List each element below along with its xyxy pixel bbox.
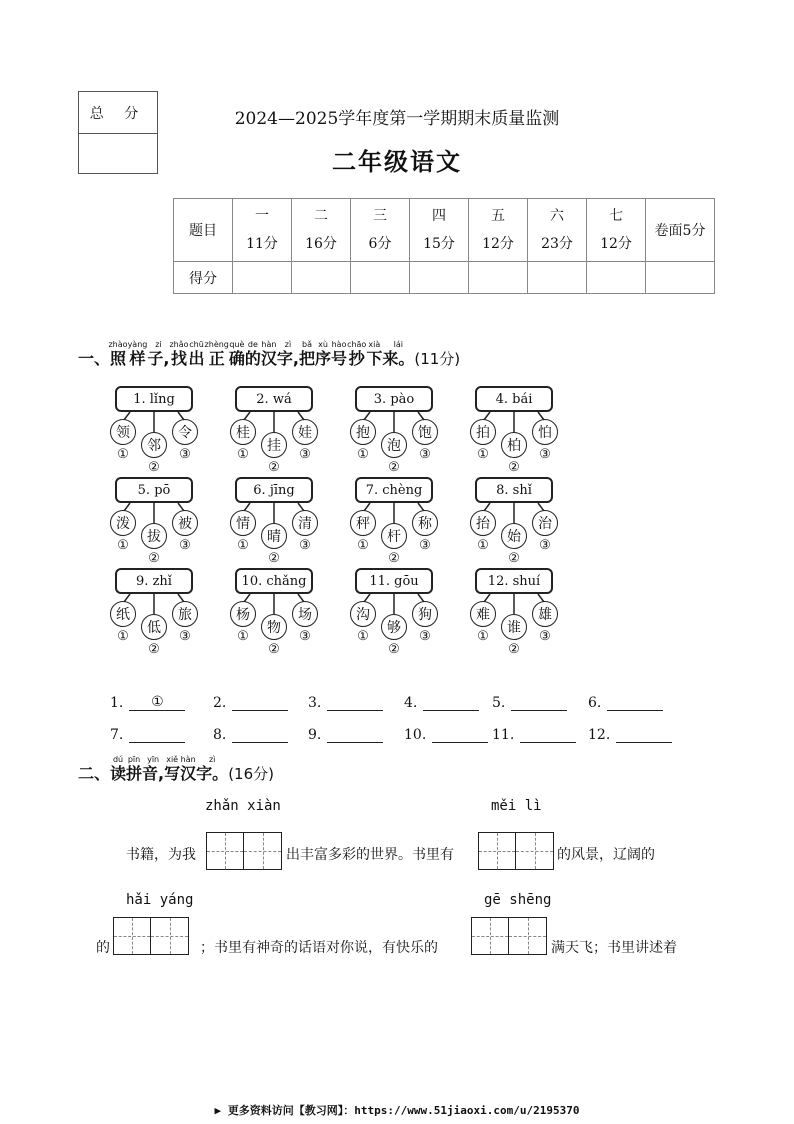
character-option: 杨 [230,601,256,627]
answer-blank[interactable] [232,726,288,743]
ruby-char: 样yàng [127,340,148,368]
answer-number: 4. [404,695,418,711]
option-marker: ② [268,460,280,475]
answer-blank[interactable]: ① [129,694,185,711]
pinyin-label-box: 7. chèng [355,477,433,503]
question-cell: 三 6分 [351,199,410,262]
character-tree [110,477,206,567]
section-1-heading: 一、照zhào样yàng子,zi找zhǎo出chū正zhèng确què的de汉hàn字,zì把bǎ序xù号hào抄chāo下xià来。lái(11分) [78,340,461,368]
ruby-char: 出chū [188,340,205,368]
score-table-header-row [174,199,715,262]
answer-blank[interactable] [327,694,383,711]
answer-number: 5. [492,695,506,711]
sentence-text: 书籍，为我 [126,847,196,863]
total-score-box [78,91,158,174]
score-table-score-row [174,262,715,294]
option-marker: ① [357,629,369,644]
ruby-char: 确què [228,340,245,368]
answer-item [404,726,488,743]
ruby-char: 找zhǎo [169,340,189,368]
exam-subtitle: 二年级语文 [332,147,462,176]
character-option: 秤 [350,510,376,536]
character-option: 低 [141,614,167,640]
answer-item [308,726,383,743]
character-option: 难 [470,601,496,627]
neatness-cell: 卷面5分 [646,199,715,262]
character-tree [470,477,566,567]
pinyin-label-box: 2. wá [235,386,313,412]
sentence-text: 的 [96,940,110,956]
exam-title: 2024—2025学年度第一学期期末质量监测 [234,109,560,129]
answer-item [588,694,663,711]
score-entry-cell[interactable] [646,262,715,294]
score-entry-cell[interactable] [233,262,292,294]
option-marker: ① [117,629,129,644]
option-marker: ② [508,642,520,657]
question-cell: 二 16分 [292,199,351,262]
option-marker: ② [148,642,160,657]
option-marker: ① [117,447,129,462]
question-cell: 四 15分 [410,199,469,262]
writing-grid[interactable] [113,917,189,955]
answer-item [492,726,576,743]
score-entry-cell[interactable] [469,262,528,294]
ruby-char: 汉hàn [180,755,197,783]
option-marker: ③ [299,538,311,553]
ruby-char: 正zhèng [204,340,229,368]
score-entry-cell[interactable] [292,262,351,294]
character-option: 抬 [470,510,496,536]
ruby-char: 音,yīn [142,755,165,783]
ruby-char: 子,zi [147,340,170,368]
writing-grid[interactable] [478,832,554,870]
character-option: 娃 [292,419,318,445]
section-2-heading: 二、读dú拼pīn音,yīn写xiě汉hàn字。zì(16分) [78,755,274,783]
option-marker: ③ [179,447,191,462]
ruby-char: 字,zì [276,340,300,368]
option-marker: ① [357,447,369,462]
character-option: 拍 [470,419,496,445]
option-marker: ③ [539,629,551,644]
answer-number: 7. [110,727,124,743]
character-tree [350,477,446,567]
option-marker: ① [357,538,369,553]
ruby-char: 字。zì [196,755,229,783]
character-option: 够 [381,614,407,640]
question-cell: 六 23分 [528,199,587,262]
answer-number: 2. [213,695,227,711]
option-marker: ② [508,460,520,475]
answer-number: 9. [308,727,322,743]
character-option: 情 [230,510,256,536]
answer-blank[interactable] [432,726,488,743]
character-option: 沟 [350,601,376,627]
ruby-char: 拼pīn [126,755,143,783]
total-score-field[interactable] [79,134,157,174]
answer-blank[interactable] [607,694,663,711]
character-option: 怕 [532,419,558,445]
answer-blank[interactable] [423,694,479,711]
ruby-char: 汉hàn [260,340,277,368]
pinyin-label-box: 1. lǐng [115,386,193,412]
score-entry-cell[interactable] [410,262,469,294]
section-1-instruction [108,340,415,368]
option-marker: ① [117,538,129,553]
character-option: 晴 [261,523,287,549]
option-marker: ① [237,538,249,553]
option-marker: ③ [299,447,311,462]
answer-blank[interactable] [129,726,185,743]
option-marker: ② [268,642,280,657]
ruby-char: 号hào [331,340,348,368]
option-marker: ① [477,629,489,644]
sentence-text: 的风景，辽阔的 [557,847,655,863]
pinyin-label-box: 5. pō [115,477,193,503]
option-marker: ② [148,551,160,566]
answer-item [404,694,479,711]
answer-blank[interactable] [232,694,288,711]
question-cell: 七 12分 [587,199,646,262]
pinyin-prompt: měi lì [491,798,542,814]
character-tree [350,386,446,476]
character-option: 物 [261,614,287,640]
character-tree [230,477,326,567]
answer-item [588,726,672,743]
ruby-char: 下xià [366,340,383,368]
option-marker: ① [237,447,249,462]
total-score-label: 总 分 [79,92,157,134]
character-option: 称 [412,510,438,536]
sentence-text: ；书里有神奇的话语对你说，有快乐的 [200,940,438,956]
character-option: 谁 [501,614,527,640]
option-marker: ① [237,629,249,644]
ruby-char: 写xiě [164,755,181,783]
character-option: 柏 [501,432,527,458]
answer-blank[interactable] [520,726,576,743]
character-option: 饱 [412,419,438,445]
answer-blank[interactable] [327,726,383,743]
answer-item [492,694,567,711]
writing-grid[interactable] [471,917,547,955]
character-tree [470,568,566,658]
character-option: 雄 [532,601,558,627]
score-table [173,198,715,294]
option-marker: ② [388,642,400,657]
footer-link[interactable]: ▶ 更多资料访问【教习网】：https://www.51jiaoxi.com/u/2195370 [214,1104,580,1117]
option-marker: ② [148,460,160,475]
answer-item [213,726,288,743]
answer-blank[interactable] [616,726,672,743]
answer-item [308,694,383,711]
answer-blank[interactable] [511,694,567,711]
character-option: 挂 [261,432,287,458]
option-marker: ③ [539,538,551,553]
ruby-char: 来。lái [382,340,415,368]
option-marker: ③ [179,629,191,644]
option-marker: ③ [419,447,431,462]
character-tree [350,568,446,658]
character-option: 领 [110,419,136,445]
answer-item [213,694,288,711]
character-tree [110,386,206,476]
pinyin-label-box: 3. pào [355,386,433,412]
sentence-text: 满天飞；书里讲述着 [551,940,677,956]
ruby-char: 把bǎ [299,340,316,368]
pinyin-label-box: 6. jīng [235,477,313,503]
writing-grid[interactable] [206,832,282,870]
character-option: 泡 [381,432,407,458]
option-marker: ③ [179,538,191,553]
character-option: 拔 [141,523,167,549]
pinyin-prompt: hǎi yáng [126,892,194,908]
character-option: 抱 [350,419,376,445]
character-option: 纸 [110,601,136,627]
character-option: 泼 [110,510,136,536]
pinyin-label-box: 10. chǎng [235,568,313,594]
option-marker: ③ [539,447,551,462]
character-option: 场 [292,601,318,627]
option-marker: ③ [419,629,431,644]
option-marker: ① [477,447,489,462]
score-entry-cell[interactable] [528,262,587,294]
pinyin-prompt: gē shēng [484,892,552,908]
character-tree [470,386,566,476]
pinyin-label-box: 9. zhǐ [115,568,193,594]
option-marker: ② [388,551,400,566]
option-marker: ③ [419,538,431,553]
ruby-char: 读dú [110,755,127,783]
answer-number: 3. [308,695,322,711]
character-option: 狗 [412,601,438,627]
section-2-score: (16分) [228,765,274,783]
character-option: 令 [172,419,198,445]
answer-number: 8. [213,727,227,743]
ruby-char: 抄chāo [347,340,367,368]
row-label-question: 题目 [174,199,233,262]
score-entry-cell[interactable] [587,262,646,294]
character-option: 邻 [141,432,167,458]
ruby-char: 序xù [315,340,332,368]
answer-number: 12. [588,727,611,743]
ruby-char: 的de [244,340,261,368]
answer-number: 10. [404,727,427,743]
section-1-score: (11分) [414,350,461,368]
character-tree [230,568,326,658]
character-option: 治 [532,510,558,536]
character-option: 清 [292,510,318,536]
score-entry-cell[interactable] [351,262,410,294]
answer-item [110,726,185,743]
character-option: 杆 [381,523,407,549]
option-marker: ② [508,551,520,566]
ruby-char: 照zhào [108,340,128,368]
question-cell: 五 12分 [469,199,528,262]
sentence-text: 出丰富多彩的世界。书里有 [286,847,454,863]
option-marker: ② [388,460,400,475]
question-cell: 一 11分 [233,199,292,262]
pinyin-label-box: 11. gōu [355,568,433,594]
character-option: 被 [172,510,198,536]
option-marker: ① [477,538,489,553]
option-marker: ② [268,551,280,566]
pinyin-label-box: 12. shuí [475,568,553,594]
answer-number: 11. [492,727,515,743]
character-tree [230,386,326,476]
pinyin-prompt: zhǎn xiàn [205,798,281,814]
answer-number: 6. [588,695,602,711]
pinyin-label-box: 4. bái [475,386,553,412]
character-option: 桂 [230,419,256,445]
answer-item [110,694,185,711]
pinyin-label-box: 8. shǐ [475,477,553,503]
character-tree [110,568,206,658]
character-option: 旅 [172,601,198,627]
answer-number: 1. [110,695,124,711]
option-marker: ③ [299,629,311,644]
row-label-score: 得分 [174,262,233,294]
character-option: 始 [501,523,527,549]
